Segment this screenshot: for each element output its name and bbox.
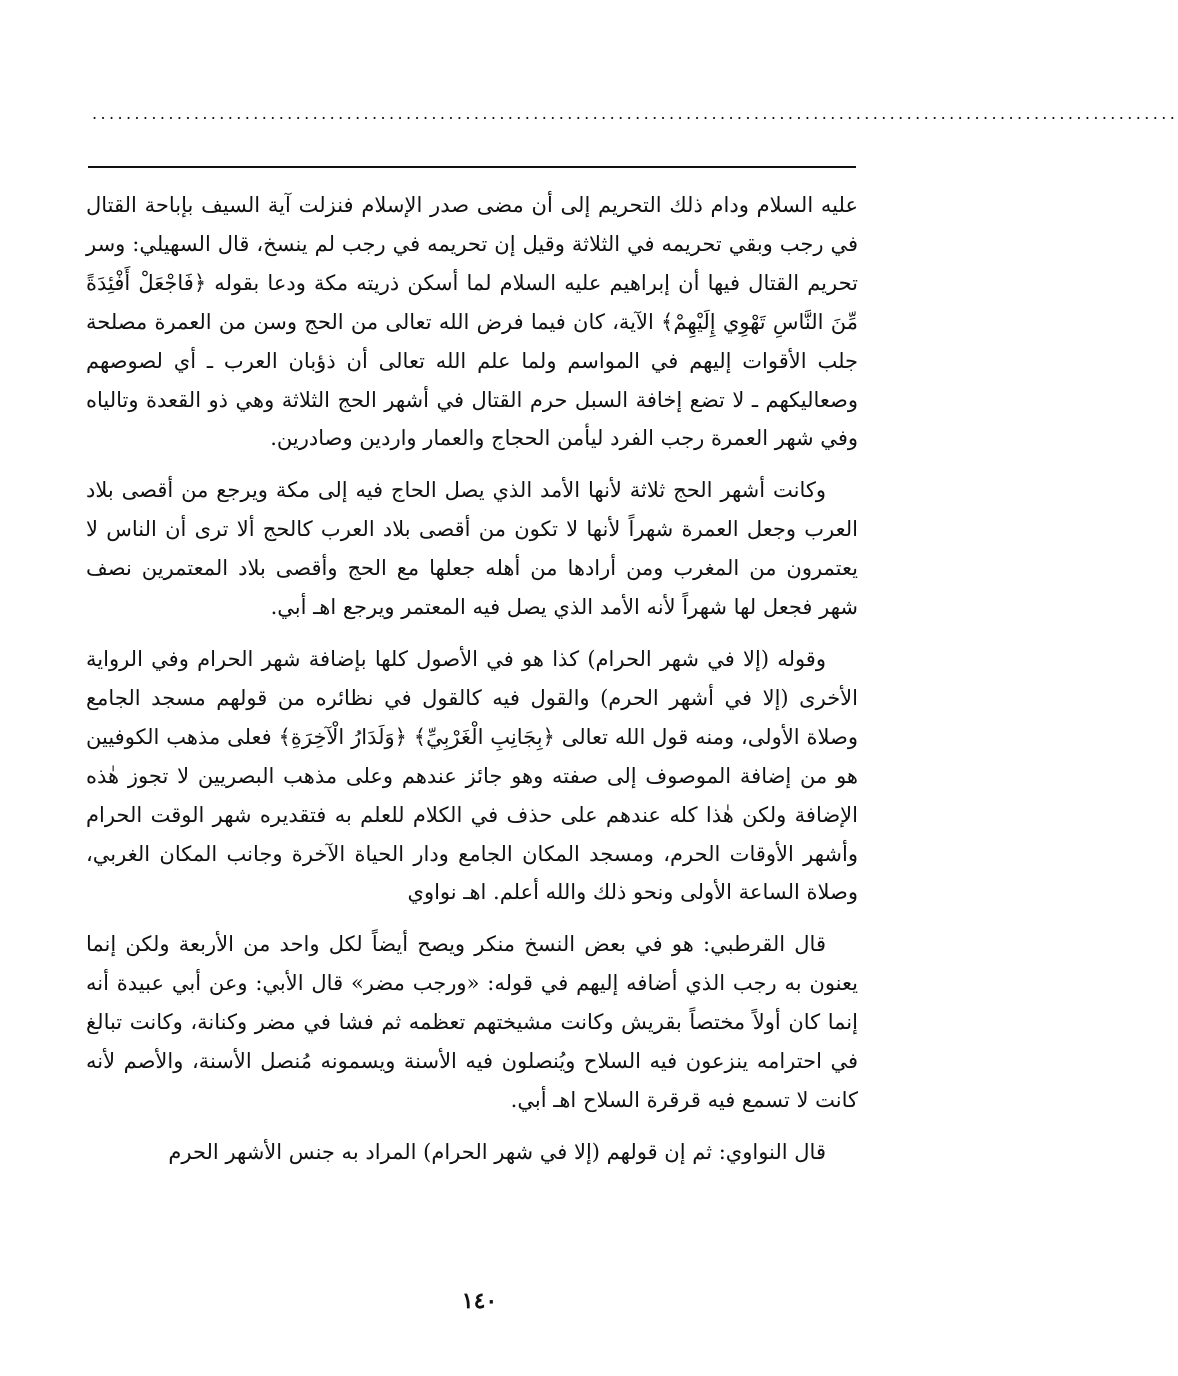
horizontal-rule bbox=[88, 166, 856, 168]
page-number: ١٤٠ bbox=[461, 1288, 498, 1314]
dotted-separator: ................................................................................................................................ bbox=[92, 104, 1178, 123]
paragraph-2: وكانت أشهر الحج ثلاثة لأنها الأمد الذي يصل الحاج فيه إلى مكة ويرجع من أقصى بلاد العرب وجعل العمرة شهراً لأنها لا تكون من أقصى بلاد العرب كالحج ألا ترى أن الناس لا يعتمرون من المغرب ومن أرادها من أهله جعلها مع الحج وأقصى بلاد المعتمرين نصف شهر فجعل لها شهراً لأنه الأمد الذي يصل فيه المعتمر ويرجع اهـ أبي. bbox=[86, 478, 858, 620]
paragraph-5: قال النواوي: ثم إن قولهم (إلا في شهر الحرام) المراد به جنس الأشهر الحرم bbox=[168, 1139, 826, 1164]
body-text bbox=[86, 186, 858, 1185]
paragraph-1: عليه السلام ودام ذلك التحريم إلى أن مضى صدر الإسلام فنزلت آية السيف بإباحة القتال في رجب وبقي تحريمه في الثلاثة وقيل إن تحريمه في رجب لم ينسخ، قال السهيلي: وسر تحريم القتال فيها أن إبراهيم عليه السلام لما أسكن ذريته مكة ودعا بقوله ﴿فَاجْعَلْ أَفْئِدَةً مِّنَ النَّاسِ تَهْوِي إِلَيْهِمْ﴾ الآية، كان فيما فرض الله تعالى من الحج وسن من العمرة مصلحة جلب الأقوات إليهم في المواسم ولما علم الله تعالى أن ذؤبان العرب ـ أي لصوصهم وصعاليكهم ـ لا تضع إخافة السبل حرم القتال في أشهر الحج الثلاثة وهي ذو القعدة وتالياه وفي شهر العمرة رجب الفرد ليأمن الحجاج والعمار واردين وصادرين. bbox=[86, 193, 858, 451]
paragraph-4: قال القرطبي: هو في بعض النسخ منكر ويصح أيضاً لكل واحد من الأربعة ولكن إنما يعنون به رجب الذي أضافه إليهم في قوله: «ورجب مضر» قال الأبي: وعن أبي عبيدة أنه إنما كان أولاً مختصاً بقريش وكانت مشيختهم تعظمه ثم فشا في مضر وكنانة، وكانت تبالغ في احترامه ينزعون فيه السلاح ويُنصلون فيه الأسنة ويسمونه مُنصل الأسنة، والأصم لأنه كانت لا تسمع فيه قرقرة السلاح اهـ أبي. bbox=[86, 932, 858, 1112]
paragraph-3: وقوله (إلا في شهر الحرام) كذا هو في الأصول كلها بإضافة شهر الحرام وفي الرواية الأخرى (إلا في أشهر الحرم) والقول فيه كالقول في نظائره من قولهم مسجد الجامع وصلاة الأولى، ومنه قول الله تعالى ﴿بِجَانِبِ الْغَرْبِيِّ﴾ ﴿وَلَدَارُ الْآخِرَةِ﴾ فعلى مذهب الكوفيين هو من إضافة الموصوف إلى صفته وهو جائز عندهم وعلى مذهب البصريين لا تجوز هٰذه الإضافة ولكن هٰذا كله عندهم على حذف في الكلام للعلم به فتقديره شهر الوقت الحرام وأشهر الأوقات الحرم، ومسجد المكان الجامع ودار الحياة الآخرة وجانب المكان الغربي، وصلاة الساعة الأولى ونحو ذلك والله أعلم. اهـ نواوي bbox=[86, 646, 858, 905]
